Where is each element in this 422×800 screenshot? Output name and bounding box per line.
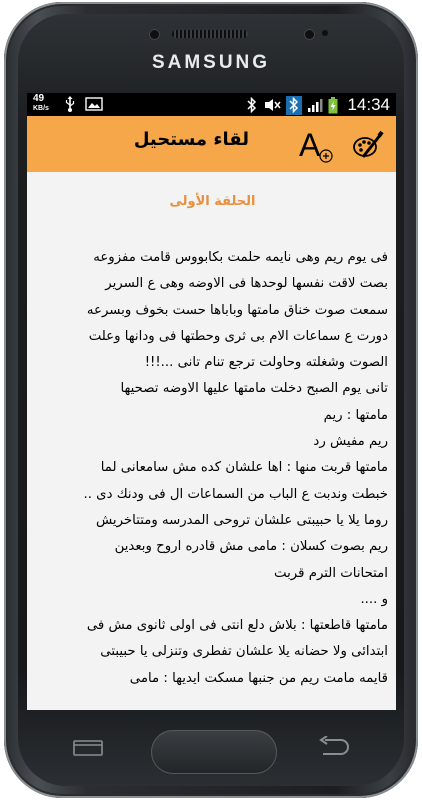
story-line: مامتها : ريم bbox=[323, 407, 388, 423]
bluetooth-icon bbox=[246, 97, 258, 113]
hardware-nav-bar bbox=[27, 712, 396, 782]
system-icons bbox=[246, 95, 390, 115]
font-size-button[interactable] bbox=[297, 126, 335, 164]
palette-button[interactable] bbox=[352, 130, 384, 160]
silent-icon bbox=[263, 97, 281, 113]
story-line: الصوت وشغلته وحاولت ترجع تنام تانى ...!!! bbox=[144, 355, 388, 371]
story-line: سمعت صوت خناق مامتها وباباها حست بخوف وبسرعه bbox=[86, 302, 388, 318]
story-line: و .... bbox=[360, 591, 388, 607]
bluetooth-active-icon bbox=[286, 96, 302, 115]
light-sensor bbox=[322, 30, 328, 36]
network-speed bbox=[33, 94, 49, 114]
status-bar bbox=[27, 93, 396, 116]
status-time: 14:34 bbox=[347, 95, 390, 114]
brand-logo: SAMSUNG bbox=[151, 52, 271, 73]
network-speed-value: 49 bbox=[33, 93, 45, 104]
story-line: ابتدائى ولا حضانه يلا علشان تفطرى وتنزلى يا حبيبتى bbox=[100, 644, 388, 660]
notification-icons bbox=[65, 96, 103, 113]
story-line: خبطت وندبت ع الباب من السماعات ال فى ودنك دى .. bbox=[83, 486, 388, 502]
signal-icon bbox=[307, 97, 323, 113]
story-line: ريم مفيش رد bbox=[313, 434, 388, 450]
proximity-sensor bbox=[150, 30, 159, 39]
story-line: ريم بصوت كسلان : مامى مش قادره اروح وبعدين bbox=[114, 539, 388, 555]
battery-charging-icon bbox=[328, 97, 338, 114]
story-line: قايمه مامت ريم من جنبها مسكت ايديها : مامى bbox=[129, 670, 388, 686]
story-line: بصت لاقت نفسها لوحدها فى الاوضه وهى ع السرير bbox=[105, 276, 388, 292]
story-line: مامتها قاطعتها : بلاش دلع انتى فى اولى ثانوى مش فى bbox=[86, 618, 388, 634]
svg-text:A: A bbox=[299, 127, 321, 163]
story-line: تانى يوم الصبح دخلت مامتها عليها الاوضه تصحيها bbox=[120, 381, 388, 397]
story-line: فى يوم ريم وهى نايمه حلمت بكابووس قامت مفزوعه bbox=[93, 250, 388, 265]
chapter-title: الحلقة الأولى bbox=[169, 194, 256, 209]
network-speed-unit: KB/s bbox=[33, 105, 49, 112]
story-line: دورت ع سماعات الام بى ثرى وحطتها فى ودانها وعلت bbox=[88, 328, 388, 344]
back-icon[interactable] bbox=[317, 736, 349, 758]
story-content[interactable] bbox=[27, 194, 396, 692]
home-button[interactable] bbox=[151, 730, 277, 774]
front-camera bbox=[305, 30, 314, 39]
story-line: امتحانات الترم قربت bbox=[274, 565, 388, 581]
image-icon bbox=[85, 96, 103, 112]
screen bbox=[27, 93, 396, 710]
font-size-icon bbox=[297, 126, 335, 164]
recent-apps-icon[interactable] bbox=[73, 740, 103, 756]
usb-icon bbox=[65, 96, 75, 113]
story-line: روما يلا يا حبيبتى علشان تروحى المدرسه ومتتاخريش bbox=[95, 512, 388, 528]
story-line: مامتها قربت منها : اها علشان كده مش سامعانى لما bbox=[100, 460, 388, 476]
palette-icon bbox=[352, 130, 384, 160]
app-bar bbox=[27, 116, 396, 172]
earpiece-speaker bbox=[172, 30, 248, 38]
app-title: لقاء مستحيل bbox=[133, 129, 249, 150]
